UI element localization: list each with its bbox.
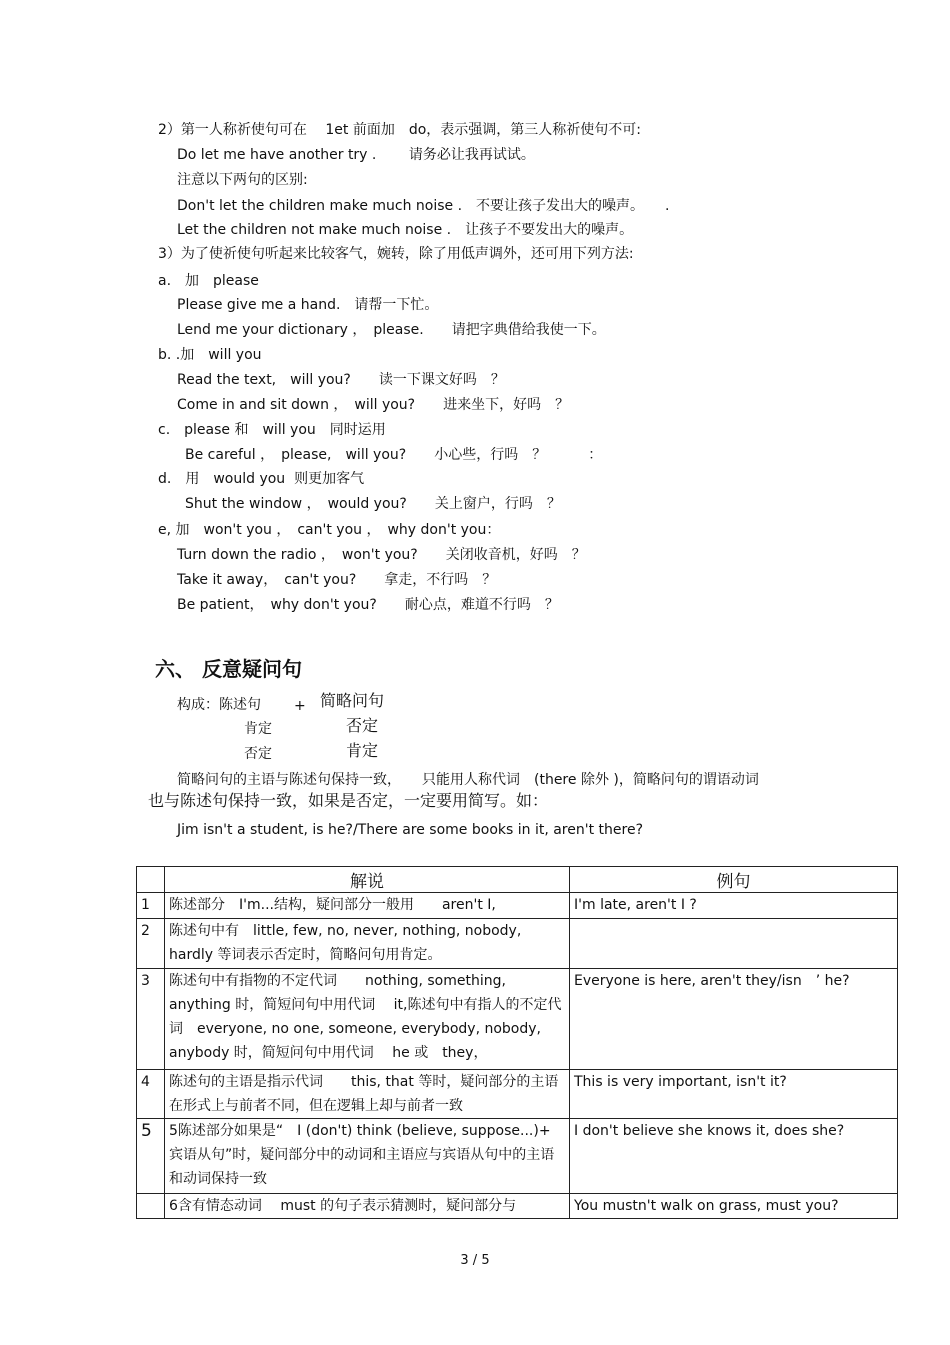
page-number: 3 / 5 xyxy=(460,1253,490,1268)
text-line: d. 用 would you 则更加客气 xyxy=(158,471,365,487)
formula-short-question: 简略问句 xyxy=(320,691,385,710)
table-row xyxy=(137,969,898,1070)
text-line: Don't let the children make much noise . 不要让孩子发出大的噪声。 . xyxy=(177,198,670,214)
row-explanation: 陈述部分 I'm...结构，疑问部分一般用 aren't I, xyxy=(165,893,570,919)
row-index xyxy=(137,1194,165,1219)
formula-question-affirmative: 肯定 xyxy=(346,741,379,760)
text-line: Let the children not make much noise . 让孩子不要发出大的噪声。 xyxy=(177,222,634,238)
text-line: e, 加 won't you ， can't you ， why don't you： xyxy=(158,522,501,538)
row-example: Everyone is here, aren't they/isn ’ he? xyxy=(570,969,898,1070)
text-line: 2）第一人称祈使句可在 1et 前面加 do，表示强调，第三人称祈使句不可: xyxy=(158,122,641,138)
text-line: Be patient， why don't you? 耐心点，难道不行吗 ？ xyxy=(177,597,559,613)
table-row xyxy=(137,1070,898,1119)
header-explanation: 解说 xyxy=(165,867,570,893)
text-line: Lend me your dictionary ， please. 请把字典借给我使一下。 xyxy=(177,322,606,338)
text-line: Be careful ， please, will you? 小心些，行吗 ？ ： xyxy=(185,447,603,463)
text-line: b. .加 will you xyxy=(158,347,262,363)
text-line: 注意以下两句的区别: xyxy=(177,172,308,188)
example-sentence: Jim isn't a student, is he?/There are some books in it, aren't there? xyxy=(177,822,643,838)
row-explanation: 陈述句中有 little, few, no, never, nothing, nobody, hardly 等词表示否定时，简略问句用肯定。 xyxy=(165,919,570,969)
text-line: Please give me a hand. 请帮一下忙。 xyxy=(177,297,439,313)
formula-statement-affirmative: 肯定 xyxy=(244,721,272,737)
row-example: You mustn't walk on grass, must you? xyxy=(570,1194,898,1219)
table-row xyxy=(137,893,898,919)
text-line: a. 加 please xyxy=(158,273,259,289)
paragraph-line: 简略问句的主语与陈述句保持一致， 只能用人称代词 (there 除外 )，简略问句的谓语动词 xyxy=(177,772,759,788)
text-line: Come in and sit down ， will you? 进来坐下，好吗 ？ xyxy=(177,397,570,413)
row-index: 1 xyxy=(137,893,165,919)
row-index: 4 xyxy=(137,1070,165,1119)
text-line: c. please 和 will you 同时运用 xyxy=(158,422,386,438)
row-example: I'm late, aren't I ? xyxy=(570,893,898,919)
formula-statement-negative: 否定 xyxy=(244,746,272,762)
row-example xyxy=(570,919,898,969)
text-line: Do let me have another try . 请务必让我再试试。 xyxy=(177,147,535,163)
row-index: 2 xyxy=(137,919,165,969)
tag-question-table xyxy=(136,866,898,1219)
text-line: Shut the window ， would you? 关上窗户，行吗 ？ xyxy=(185,496,561,512)
section-heading: 六、 反意疑问句 xyxy=(155,657,302,681)
paragraph-line: 也与陈述句保持一致，如果是否定，一定要用简写。如： xyxy=(148,791,549,810)
text-line: Turn down the radio ， won't you? 关闭收音机，好吗 ？ xyxy=(177,547,586,563)
row-example: I don't believe she knows it, does she? xyxy=(570,1119,898,1194)
text-line: Read the text, will you? 读一下课文好吗 ？ xyxy=(177,372,505,388)
row-explanation: 陈述句的主语是指示代词 this, that 等时，疑问部分的主语在形式上与前者不同，但在逻辑上却与前者一致 xyxy=(165,1070,570,1119)
row-explanation: 陈述句中有指物的不定代词 nothing, something, anything 时，简短问句中用代词 it,陈述句中有指人的不定代词 everyone, no one, someone, everybody, nobody, anybody 时，简短问句中用代词 he 或 they， xyxy=(165,969,570,1070)
text-line: Take it away， can't you? 拿走，不行吗 ？ xyxy=(177,572,497,588)
header-example: 例句 xyxy=(570,867,898,893)
row-index: 3 xyxy=(137,969,165,1070)
table-row xyxy=(137,919,898,969)
formula-question-negative: 否定 xyxy=(346,716,379,735)
formula-label: 构成：陈述句 xyxy=(177,697,261,713)
table-row xyxy=(137,1194,898,1219)
header-index xyxy=(137,867,165,893)
table-row xyxy=(137,1119,898,1194)
table-header-row xyxy=(137,867,898,893)
row-example: This is very important, isn't it? xyxy=(570,1070,898,1119)
formula-plus: + xyxy=(294,698,306,714)
text-line: 3）为了使祈使句听起来比较客气，婉转，除了用低声调外，还可用下列方法: xyxy=(158,246,634,262)
row-index: 5 xyxy=(137,1119,165,1194)
row-explanation: 5陈述部分如果是“ I (don't) think (believe, suppose...)+ 宾语从句”时，疑问部分中的动词和主语应与宾语从句中的主语和动词保持一致 xyxy=(165,1119,570,1194)
row-explanation: 6含有情态动词 must 的句子表示猜测时，疑问部分与 xyxy=(165,1194,570,1219)
